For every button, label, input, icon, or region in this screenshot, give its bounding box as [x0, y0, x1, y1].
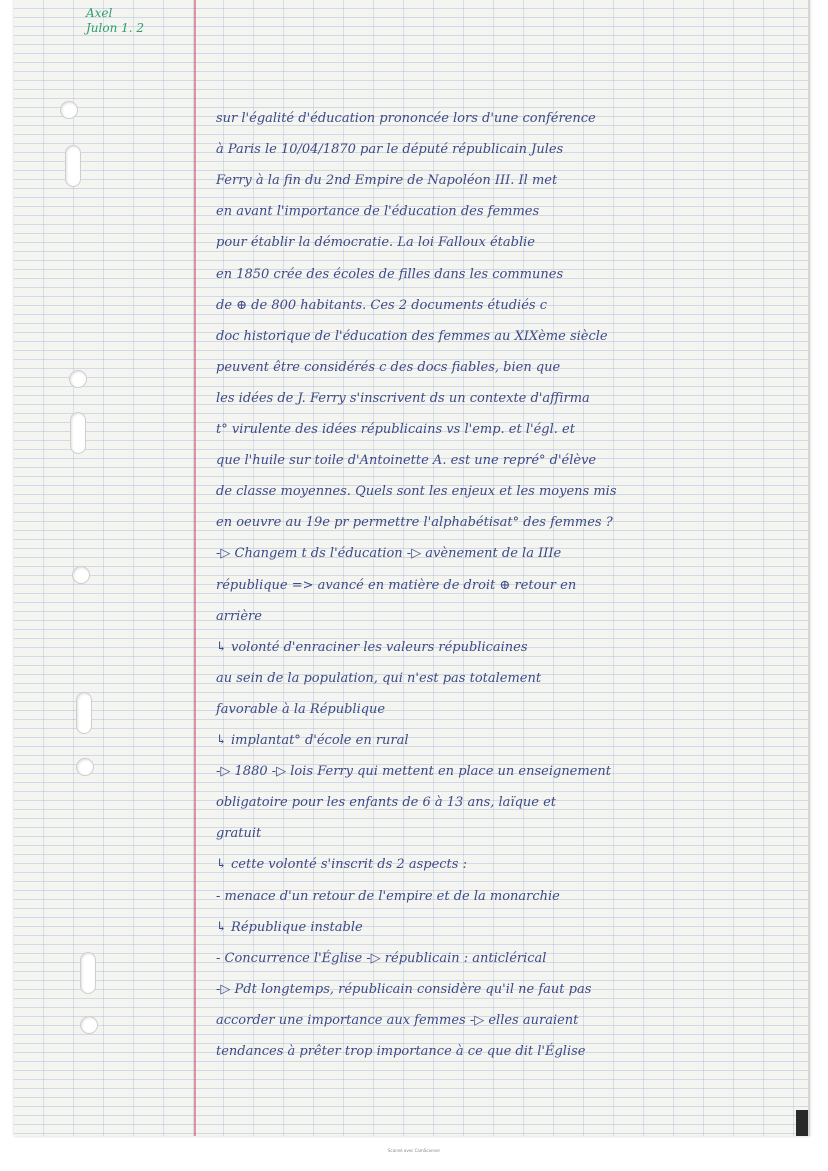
handwritten-line: en 1850 crée des écoles de filles dans les communes	[216, 266, 564, 282]
handwritten-line: ↳ République instable	[216, 919, 363, 935]
handwritten-line: tendances à prêter trop importance à ce que dit l'Église	[216, 1044, 586, 1059]
handwritten-line: -▷ 1880 -▷ lois Ferry qui mettent en place un enseignement	[216, 764, 611, 780]
handwritten-line: - Concurrence l'Église -▷ républicain : anticlérical	[216, 950, 547, 966]
handwritten-line: république => avancé en matière de droit ⊕ retour en	[216, 577, 577, 593]
handwritten-line: accorder une importance aux femmes -▷ elles auraient	[216, 1012, 579, 1028]
handwritten-line: à Paris le 10/04/1870 par le député républicain Jules	[216, 142, 564, 158]
notebook-sheet	[14, 0, 810, 1136]
binder-hole	[72, 566, 90, 584]
scanner-watermark: Scanné avec CamScanner	[387, 1148, 441, 1153]
binder-hole	[80, 952, 96, 994]
handwritten-line: ↳ volonté d'enraciner les valeurs républicaines	[216, 639, 528, 655]
author-name: Axel	[86, 6, 113, 20]
handwritten-line: Ferry à la fin du 2nd Empire de Napoléon III. Il met	[216, 173, 558, 189]
handwritten-line: doc historique de l'éducation des femmes au XIXème siècle	[216, 328, 608, 344]
handwritten-line: pour établir la démocratie. La loi Falloux établie	[216, 235, 535, 251]
handwritten-line: sur l'égalité d'éducation prononcée lors d'une conférence	[216, 111, 596, 126]
header-reference: Julon 1. 2	[86, 21, 145, 35]
handwritten-line: - menace d'un retour de l'empire et de la monarchie	[216, 888, 560, 904]
binder-hole	[70, 412, 86, 454]
handwritten-line: ↳ implantat° d'école en rural	[216, 733, 409, 748]
page-header	[86, 6, 144, 36]
binder-hole	[65, 145, 81, 187]
binder-hole	[76, 758, 94, 776]
handwritten-line: -▷ Changem t ds l'éducation -▷ avènement de la IIIe	[216, 546, 562, 562]
handwritten-line: favorable à la République	[216, 701, 386, 717]
handwritten-line: que l'huile sur toile d'Antoinette A. est une repré° d'élève	[216, 453, 597, 469]
handwritten-line: de ⊕ de 800 habitants. Ces 2 documents étudiés c	[216, 297, 547, 313]
handwritten-line: obligatoire pour les enfants de 6 à 13 ans, laïque et	[216, 795, 557, 811]
handwritten-line: arrière	[216, 608, 262, 624]
scan-shadow	[796, 1110, 808, 1136]
handwritten-line: gratuit	[216, 826, 262, 842]
handwritten-line: -▷ Pdt longtemps, républicain considère qu'il ne faut pas	[216, 981, 592, 997]
binder-hole	[76, 692, 92, 734]
handwritten-line: ↳ cette volonté s'inscrit ds 2 aspects :	[216, 857, 467, 873]
handwritten-line: en avant l'importance de l'éducation des femmes	[216, 204, 540, 220]
handwritten-line: de classe moyennes. Quels sont les enjeux et les moyens mis	[216, 484, 617, 500]
sheet-edge	[808, 0, 810, 1136]
binder-hole	[69, 370, 87, 388]
handwritten-line: t° virulente des idées républicains vs l'emp. et l'égl. et	[216, 422, 575, 437]
handwritten-line: les idées de J. Ferry s'inscrivent ds un contexte d'affirma	[216, 390, 590, 406]
binder-hole	[80, 1016, 98, 1034]
handwritten-line: peuvent être considérés c des docs fiables, bien que	[216, 359, 561, 375]
handwritten-line: au sein de la population, qui n'est pas totalement	[216, 670, 542, 686]
handwritten-line: en oeuvre au 19e pr permettre l'alphabétisat° des femmes ?	[216, 515, 613, 531]
binder-hole	[60, 101, 78, 119]
margin-rule	[194, 0, 196, 1136]
